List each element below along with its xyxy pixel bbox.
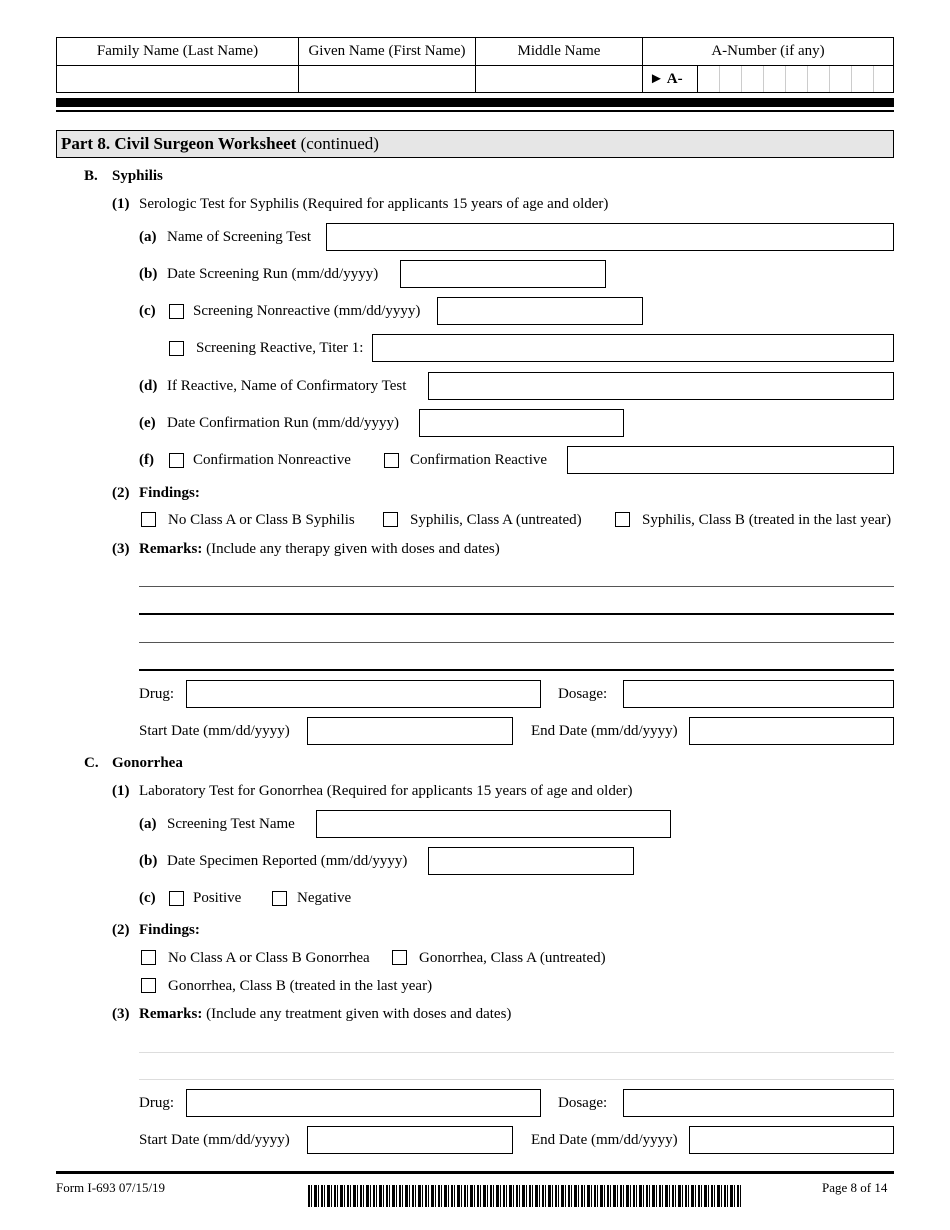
family-name-input[interactable] [57,66,299,92]
date-specimen-reported-input[interactable] [428,847,634,875]
gonorrhea-dosage-input[interactable] [623,1089,894,1117]
section-b-letter: B. [84,168,98,184]
middle-name-header: Middle Name [476,38,643,66]
section-c-title: Gonorrhea [112,755,183,771]
syphilis-drug-input[interactable] [186,680,541,708]
syphilis-b-marker: (b) [139,266,158,282]
syphilis-dosage-label: Dosage: [558,686,608,702]
screening-reactive-label: Screening Reactive, Titer 1: [196,340,364,356]
syphilis-drug-label: Drug: [139,686,174,702]
syphilis-q1-text: Serologic Test for Syphilis (Required for applicants 15 years of age and older) [139,196,609,212]
screening-test-name-label: Name of Screening Test [167,229,312,245]
part-title-suffix: (continued) [296,134,379,153]
part-title: Part 8. Civil Surgeon Worksheet [61,134,297,153]
syphilis-a-marker: (a) [139,229,157,245]
syphilis-q2-number: (2) [112,485,130,501]
gonorrhea-screening-test-input[interactable] [316,810,671,838]
family-name-header: Family Name (Last Name) [57,38,299,66]
gonorrhea-positive-label: Positive [193,890,242,906]
gonorrhea-class-b-checkbox[interactable] [141,978,156,993]
screening-reactive-titer-input[interactable] [372,334,894,362]
confirmation-nonreactive-label: Confirmation Nonreactive [193,452,351,468]
section-c-letter: C. [84,755,99,771]
gonorrhea-screening-test-label: Screening Test Name [167,816,295,832]
gonorrhea-class-a-label: Gonorrhea, Class A (untreated) [419,950,606,966]
page-number: Page 8 of 14 [822,1180,888,1195]
confirmation-nonreactive-checkbox[interactable] [169,453,184,468]
syphilis-end-date-input[interactable] [689,717,894,745]
syphilis-class-b-checkbox[interactable] [615,512,630,527]
gonorrhea-a-marker: (a) [139,816,157,832]
syphilis-f-marker: (f) [139,452,154,468]
no-class-syphilis-checkbox[interactable] [141,512,156,527]
syphilis-start-date-label: Start Date (mm/dd/yyyy) [139,723,290,739]
gonorrhea-end-date-label: End Date (mm/dd/yyyy) [531,1132,678,1148]
header-thick-rule [56,98,894,107]
syphilis-q3-number: (3) [112,541,130,557]
gonorrhea-class-b-label: Gonorrhea, Class B (treated in the last year) [168,978,433,994]
syphilis-c-marker: (c) [139,303,156,319]
given-name-header: Given Name (First Name) [299,38,476,66]
form-id: Form I-693 07/15/19 [56,1180,166,1195]
no-class-gonorrhea-label: No Class A or Class B Gonorrhea [168,950,370,966]
no-class-gonorrhea-checkbox[interactable] [141,950,156,965]
syphilis-class-a-checkbox[interactable] [383,512,398,527]
middle-name-input[interactable] [476,66,643,92]
gonorrhea-dosage-label: Dosage: [558,1095,608,1111]
syphilis-end-date-label: End Date (mm/dd/yyyy) [531,723,678,739]
gonorrhea-end-date-input[interactable] [689,1126,894,1154]
date-screening-run-label: Date Screening Run (mm/dd/yyyy) [167,266,379,282]
gonorrhea-q1-text: Laboratory Test for Gonorrhea (Required for applicants 15 years of age and older) [139,783,633,799]
name-header-table [56,37,894,93]
date-confirmation-run-label: Date Confirmation Run (mm/dd/yyyy) [167,415,400,431]
confirmatory-test-label: If Reactive, Name of Confirmatory Test [167,378,407,394]
confirmation-reactive-checkbox[interactable] [384,453,399,468]
syphilis-start-date-input[interactable] [307,717,513,745]
a-number-header: A-Number (if any) [643,38,893,66]
gonorrhea-positive-checkbox[interactable] [169,891,184,906]
barcode-image [308,1185,742,1207]
confirmation-reactive-label: Confirmation Reactive [410,452,548,468]
gonorrhea-class-a-checkbox[interactable] [392,950,407,965]
syphilis-d-marker: (d) [139,378,158,394]
gonorrhea-drug-label: Drug: [139,1095,174,1111]
syphilis-remarks-text: (Include any therapy given with doses and dates) [202,541,500,557]
screening-reactive-checkbox[interactable] [169,341,184,356]
gonorrhea-q2-number: (2) [112,922,130,938]
part-title-bar [56,130,894,158]
gonorrhea-remarks-textarea[interactable] [139,1030,894,1082]
gonorrhea-remarks-text: (Include any treatment given with doses and dates) [202,1006,512,1022]
date-specimen-reported-label: Date Specimen Reported (mm/dd/yyyy) [167,853,408,869]
syphilis-remarks-textarea[interactable] [139,562,894,672]
gonorrhea-start-date-input[interactable] [307,1126,513,1154]
gonorrhea-c-marker: (c) [139,890,156,906]
screening-nonreactive-checkbox[interactable] [169,304,184,319]
section-b-title: Syphilis [112,168,163,184]
date-confirmation-run-input[interactable] [419,409,624,437]
screening-test-name-input[interactable] [326,223,894,251]
gonorrhea-b-marker: (b) [139,853,158,869]
syphilis-e-marker: (e) [139,415,156,431]
footer-rule [56,1171,894,1174]
gonorrhea-negative-checkbox[interactable] [272,891,287,906]
no-class-syphilis-label: No Class A or Class B Syphilis [168,512,355,528]
gonorrhea-drug-input[interactable] [186,1089,541,1117]
date-screening-run-input[interactable] [400,260,606,288]
syphilis-class-b-label: Syphilis, Class B (treated in the last year) [642,512,892,528]
confirmation-reactive-input[interactable] [567,446,894,474]
syphilis-remarks-title: Remarks: [139,541,203,557]
confirmatory-test-input[interactable] [428,372,894,400]
gonorrhea-q3-number: (3) [112,1006,130,1022]
syphilis-class-a-label: Syphilis, Class A (untreated) [410,512,582,528]
given-name-input[interactable] [299,66,476,92]
syphilis-q1-number: (1) [112,196,130,212]
screening-nonreactive-label: Screening Nonreactive (mm/dd/yyyy) [193,303,421,319]
gonorrhea-start-date-label: Start Date (mm/dd/yyyy) [139,1132,290,1148]
gonorrhea-q1-number: (1) [112,783,130,799]
syphilis-findings-title: Findings: [139,485,200,501]
a-number-prefix: ► A- [649,71,683,87]
gonorrhea-remarks-title: Remarks: [139,1006,203,1022]
syphilis-dosage-input[interactable] [623,680,894,708]
gonorrhea-negative-label: Negative [297,890,352,906]
screening-nonreactive-date-input[interactable] [437,297,643,325]
a-number-input[interactable] [697,66,893,92]
gonorrhea-findings-title: Findings: [139,922,200,938]
header-thin-rule [56,110,894,112]
